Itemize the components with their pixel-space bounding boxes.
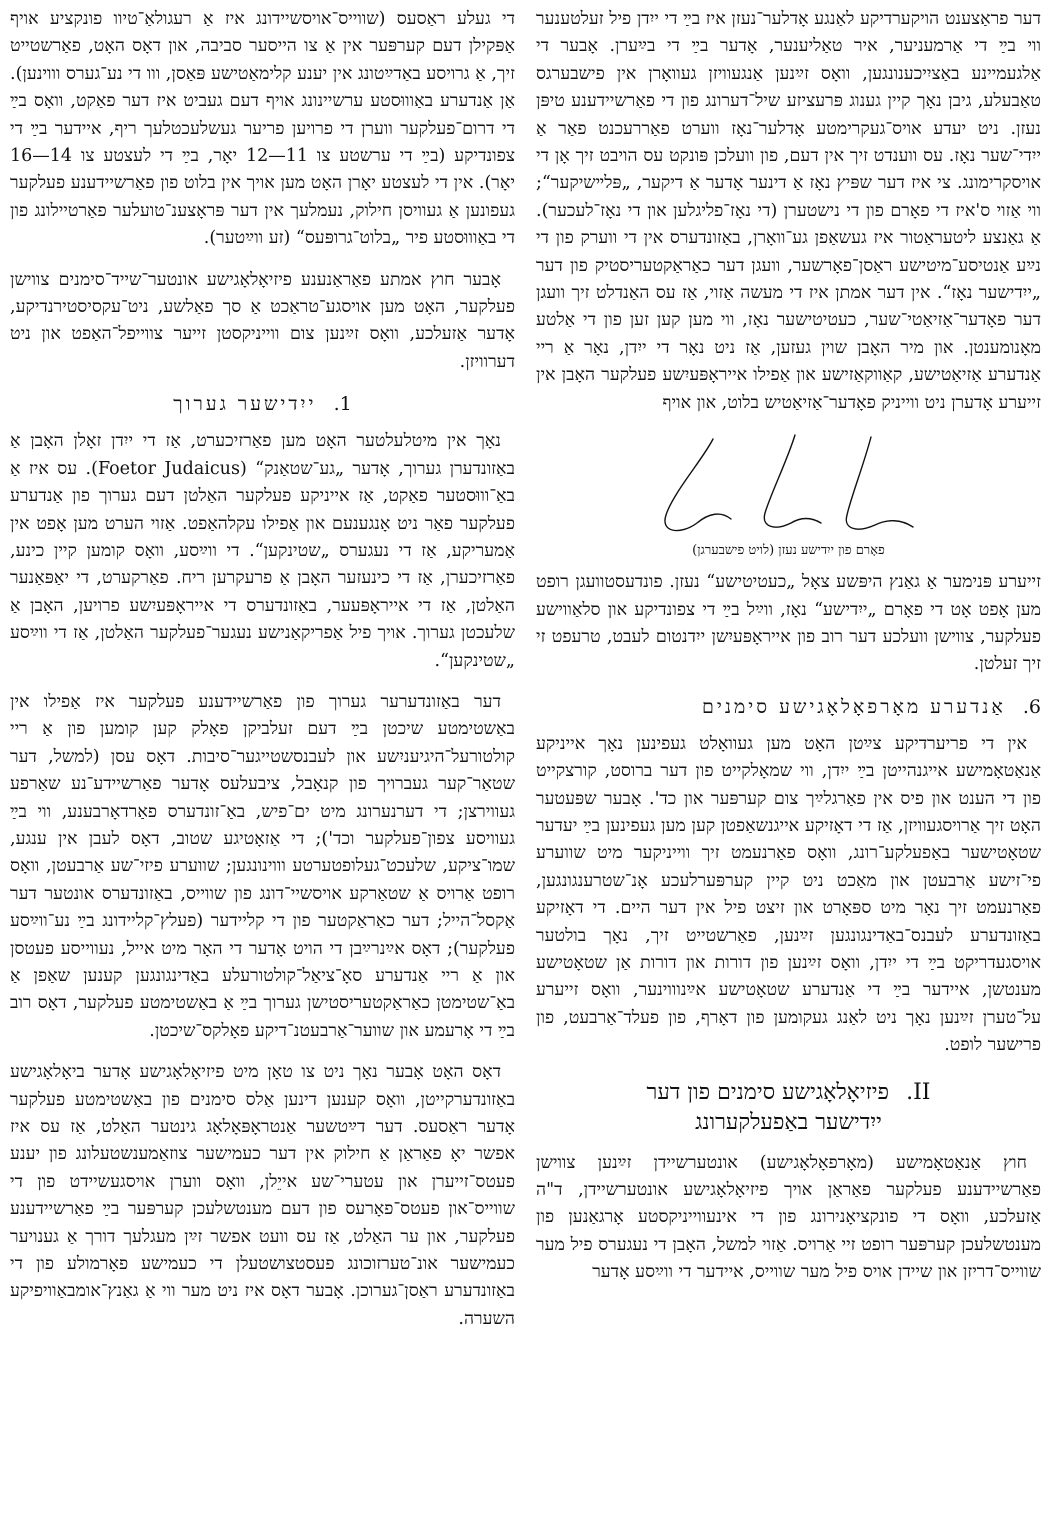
paragraph: דער פראַצענט הויקערדיקע לאַנגע אָדלער־נעזן איז בײַ די ייִדן פיל זעלטענער ווי בײַ די אַרמעניער, איר טאַליענער, אָדער בײַ די בײַערן. אָבער די אַלגעמיינע באַציִיכענונגען, וואָס זײַנען אַנגעוויזן געוואָרן אין פישבערגס טאַבעלע, גיבן נאָך קיין גענוג פּרעציזע שיל־דערונג פון די פאַרשיידענע טיפּן נעזן. ניט יעדע אויס־געקרימטע אָדלער־נאָז ווערט פאַררעכנט פאַר אַ ייִדי־שער נאָז. עס ווענדט זיך אין דעם, פון וועלכן פּונקט עס הויבט זיך אָן די אויסקרימונג. צי איז דער שפּיץ נאָז אַ דינער אָדער אַ דיקער, „פּלײשיקער“; ווי אַזוי ס'איז די פאָרם פון די נישטערן (די נאָז־פליגלען און די נאָז־לעכער). אַ גאַנצע ליטעראַטור איז געשאַפן גע־וואָרן, באַזונדערס אין די ווערק פון די נײַע אַנטיסע־מיטישע ראַסן־פאָרשער, וועגן דער כאַראַקטעריסטיק פון דער „ייִדישער נאָז“. אין דער אמתן איז די מעשה אַזוי, אַז עס האַנדלט זיך וועגן דער פאָדער־אַזיאַטי־שער, כעטיטישער נאָז, ווי מען קען זען פון די אַלטע מאָנומענטן. און מיר האָבן שוין געזען, אַז ניט נאָר די ייִדן, נאָר אַ ריי אַנדערע אַזיאַטישע, קאַווקאַזישע און אַפילו אייראָפּעיִשע פעלקער האָבן אין זייערע אָדערן ניט ווייניק פאָדער־אַזיאַטיש בלוט, און אויף — [536, 9, 1041, 413]
right-column — [536, 6, 1041, 1301]
section-title: אַנדערע מאָרפאָלאָגישע סימנים — [702, 695, 1006, 718]
nose-profile-drawing — [639, 431, 939, 539]
part-title-line-1: פיזיאָלאָגישע סימנים פון דער — [646, 1079, 890, 1105]
paragraph: זייערע פּנימער אַ גאַנץ היפּשע צאָל „כעטיטישע“ נעזן. פונדעסטוועגן רופט מען אָפט אָט די פאָרם „ייִדישע“ נאָז, ווײַל בײַ די צפונדיקע און סלאַווישע פעלקער, צווישן וועלכע דער רוב פון אייראָפּעיִשן ייִדנטום לעבט, טרעפט זי זיך זעלטן. — [536, 572, 1041, 675]
paragraph: נאָך אין מיטלעלטער האָט מען פאַרזיכערט, אַז די ייִדן זאָלן האָבן אַ באַזונדערן גערוך, אָדער „גע־שטאַנק“ (Foetor Judaicus). עס איז אַ באַ־וווּסטער פאַקט, אַז אייניקע פעלקער האַלטן דעם גערוך פון אַנדערע פעלקער פאַר ניט אָנגענעם און אַפילו עקלהאַפט. אַזוי הערט מען אָפט אין אַמעריקע, אַז די נעגערס „שטינקען“. די ווײַסע, וואָס קומען קיין כינע, פאַרזיכערן, אַז די כינעזער האָבן אַ פרעקרען ריח. פאַרקערט, די יאַפּאַנער האַלטן, אַז די אייראָפּעער, באַזונדערס די אייראָפּעיִשע פרויען, האָבן אַ שלעכטן גערוך. אויך פיל אַפריקאַנישע נעגער־פעלקער האַלטן, אַז די ווײַסע „שטינקען“. — [10, 431, 515, 671]
part-heading — [536, 1078, 1041, 1138]
paragraph: אָבער חוץ אמתע פאַראַנענע פיזיאָלאָגישע אונטער־שייד־סימנים צווישן פעלקער, האָט מען אויסגע־טראַכט אַ סך פאַלשע, ניט־עקסיסטירנדיקע, אָדער אַזעלכע, וואָס זײַנען צום ווייניקסטן זייער צווייפל־האַפט און ניט דערוויזן. — [10, 269, 515, 372]
section-title: ייִדישער גערוך — [173, 393, 317, 416]
figure-caption: פאָרם פון ייִדישע נעזן (לויט פישבערגן) — [692, 543, 885, 559]
nose-outline-2 — [764, 435, 821, 527]
left-column — [10, 6, 515, 1347]
section-heading — [10, 390, 515, 418]
nose-outline-3 — [846, 437, 913, 529]
paragraph: דער באַזונדערער גערוך פון פאַרשיידענע פעלקער איז אַפילו אין באַשטימטע שיכטן בײַ דעם זעלביקן פאָלק קען קומען פון אַ ריי קולטורעל־היגיעניִשע און לעבנסשטייגער־סיבות. דאָס עסן (למשל, דער שטאַר־קער געברויך פון קנאָבל, ציבעלעס אָדער פאַרשיידע־נע שאַרפע געווירצן; די דערנערונג מיט ים־פיש, באַ־זונדערס פאַרדאָרבענע, ווי בײַ געוויסע צפון־פעלקער וכד'); די אַזאָטיגע שטוב, דאָס לעבן אין ענגע, שמו־ציקע, שלעכט־געלופטערטע וווינונגען; שווערע פיזי־שע אַרבעטן, וואָס רופט אַרויס אַ שטאַרקע אויסשיי־דונג פון שווייס, באַזונדערס אונטער דער אַקסל־הייל; דער כאַראַקטער פון די קליידער (פעלץ־קליידונג בײַ נע־ווײַסע פעלקער); דאָס אײַנרײַבן די הויט אָדער די האָר מיט אייל, נעווייסע פעטסן און אַ ריי אַנדערע סאָ־ציאַל־קולטורעלע באַדינגונגען קענען שאַפן אַ באַ־שטימטן כאַראַקטעריסטישן גערוך בײַ אַ באַשטימטע פעלקער, דאָס רוב בײַ די אָרעמע און שווער־אַרבעטנ־דיקע פאָלקס־שיכטן. — [10, 691, 515, 1041]
nose-outline-1 — [664, 439, 730, 531]
section-number: 6. — [1022, 695, 1041, 718]
paragraph: די געלע ראַסעס (שווייס־אויסשיידונג איז אַ רעגולאַ־טיוו פונקציע אויף אַפּקילן דעם קערפּער אין אַ צו הייסער סביבה, און דאָס האָט, פאַרשטייט זיך, אַ גרויסע באַדײַטונג אין יענע קלימאַטישע פּאַסן, ווו די נע־גערס וווינען). אַן אַנדערע באַוווּסטע ערשיינונג אויף דעם געביט איז דער פאַקט, וואָס בײַ די דרום־פעלקער ווערן די פרויען פריער געשלעכטלעך ריף, איידער בײַ די צפונדיקע (בײַ די ערשטע צו 11—12 יאָר, בײַ די לעצטע צו 14—16 יאָר). אין די לעצטע יאָרן האָט מען אויך אין בלוט פון פאַרשיידענע פעלקער געפונען אַ געוויסן חילוק, נעמלעך אין דער פּראָצענ־טועלער פאַרטיילונג פון די באַוווּסטע פיר „בלוט־גרופּעס“ (זע ווײַטער). — [10, 9, 515, 249]
paragraph: חוץ אַנאַטאָמישע (מאָרפאָלאָגישע) אונטערשיידן זײַנען צווישן פאַרשיידענע פעלקער פאַראַן אויך פיזיאָלאָגישע אונטערשיידן, ד"ה אַזעלכע, וואָס די פונקציאָנירונג פון די אינעווייניקסטע אָרגאַנען פון מענטשלעכן קערפּער רופט זיי אַרויס. אַזוי למשל, האָבן די נעגערס פיל מער שווייס־דריזן און שיידן אויס פיל מער שווייס, איידער די ווײַסע אָדער — [536, 1152, 1041, 1283]
paragraph: דאָס האָט אָבער נאָך ניט צו טאָן מיט פיזיאָלאָגישע אָדער ביאָלאָגישע באַזונדערקייטן, וואָס קענען דינען אַלס סימנים פון באַשטימטע פעלקער אָדער ראַסעס. דער דײַטשער אַנטראָפּאָלאָג גינטער האַלט, אַז עס איז אפשר יאָ פאַראַן אַ חילוק אין דער כעמישער צוזאַמענשטעלונג פון יענע פעטס־זייערן און עטערי־שע אייֵלן, וואָס ווערן אויסגעשיידט פון די שווייס־און פעטס־פאָרעס פון דעם מענטשלעכן קערפּער בײַ פאַרשיידענע פעלקער, און ער האַלט, אַז עס וועט אפשר זײַן מעגלעך דורך אַ גענויער כעמישער אונ־טערזוכונג פעסטצושטעלן די כעמישע פאָרמולע פון די באַזונדערע ראַסן־גערוכן. אָבער דאָס איז ניט מער ווי אַ גאַנץ־אומבאַוויפיקע השערה. — [10, 1062, 515, 1329]
part-number: II. — [906, 1079, 931, 1105]
paragraph: אין די פריערדיקע צײַטן האָט מען געוואָלט געפינען נאָך אייניקע אַנאַטאָמישע אייגנהייטן בײַ ייִדן, ווי שמאָלקייט פון דער ברוסט, קורצקייט פון די הענט און פיס אין פאַרגלײַך צום קערפּער און כד'. אָבער שפּעטער האָט זיך אַרויסגעוויזן, אַז די דאָזיקע אייגנשאַפטן קען מען געפינען בײַ יעדער שטאָטישער באַפעלקע־רונג, וואָס פאַרנעמט זיך ווייניקער מיט שווערע פי־זישע אַרבעטן און מאַכט ניט קיין קערפּערלעכע אָנ־שטרענגונגען, פאַרנעמט זיך נאָר מיט ספּאָרט און זיצט פיל אין דער היים. די דאָזיקע באַזונדערע לעבנס־באַדינגונגען זײַנען, פאַרשטייט זיך, נאָך בולטער אויסגעדריקט בײַ די ייִדן, וואָס זײַנען פון דורות און דורות אַן שטאָטישע מענטשן, איידער בײַ די אַנדערע שטאָטישע אײַנוווינער, וואָס זייערע על־טערן זײַנען נאָך ניט לאַנג געקומען פון דאָרף, פון פעלד־אַרבעט, פון פרישער לופט. — [536, 733, 1041, 1056]
nose-profile-figure — [536, 431, 1041, 561]
part-title-line-2: ייִדישער באַפעלקערונג — [695, 1109, 882, 1135]
section-number: 1. — [333, 393, 352, 416]
section-heading — [536, 693, 1041, 721]
